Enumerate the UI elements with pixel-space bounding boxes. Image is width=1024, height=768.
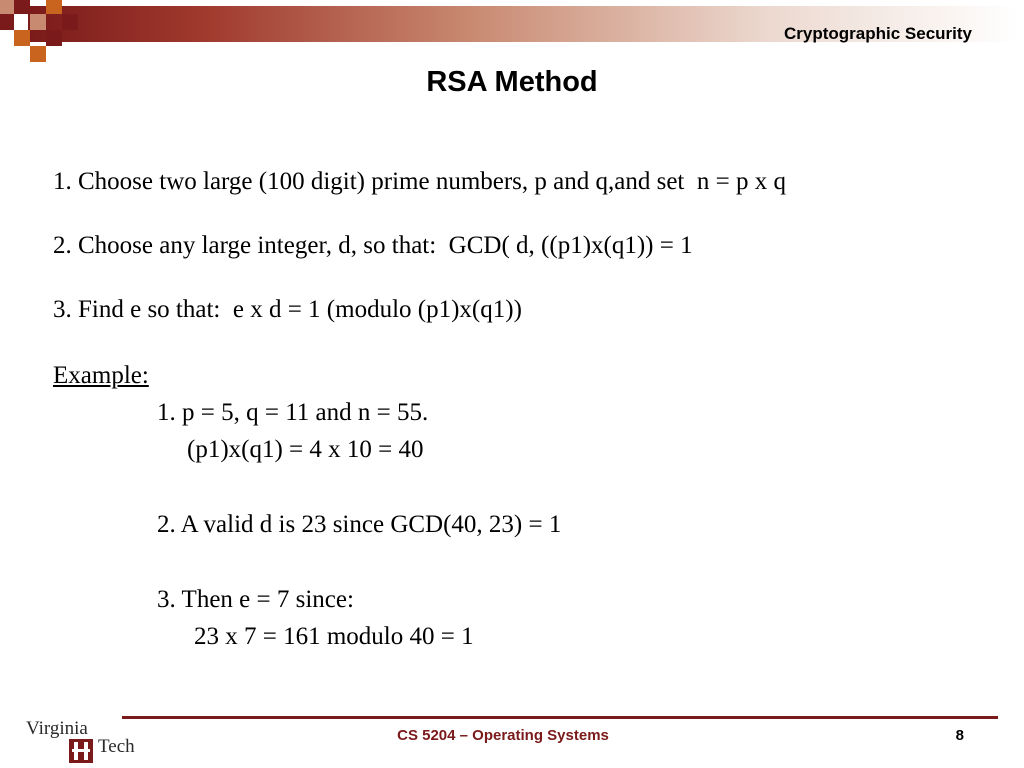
decor-square [0,0,14,14]
decor-square [46,30,62,46]
logo-text-top: Virginia [26,718,88,739]
decor-square [46,0,62,14]
logo-text-bottom: Tech [98,736,135,757]
example-line: 2. A valid d is 23 since GCD(40, 23) = 1 [157,511,562,538]
course-footer: CS 5204 – Operating Systems [397,727,609,744]
decor-square [14,30,30,46]
decor-square [30,46,46,62]
step-2: 2. Choose any large integer, d, so that: GCD( d, ((p1)x(q1)) = 1 [53,232,693,259]
step-3: 3. Find e so that: e x d = 1 (modulo (p1)x(q1)) [53,296,522,323]
step-1: 1. Choose two large (100 digit) prime numbers, p and q,and set n = p x q [53,168,786,195]
footer-rule [122,716,998,719]
page-number: 8 [955,727,964,744]
example-label: Example: [53,362,149,389]
example-line: 1. p = 5, q = 11 and n = 55. [157,399,429,426]
decor-square [62,14,78,30]
example-line: 3. Then e = 7 since: [157,586,354,613]
decor-square [0,14,14,30]
example-line: 23 x 7 = 161 modulo 40 = 1 [194,623,474,650]
decor-square [30,14,46,30]
example-line: (p1)x(q1) = 4 x 10 = 40 [187,436,424,463]
decor-square [14,0,30,14]
section-title: Cryptographic Security [784,24,972,43]
slide-title: RSA Method [426,66,598,98]
